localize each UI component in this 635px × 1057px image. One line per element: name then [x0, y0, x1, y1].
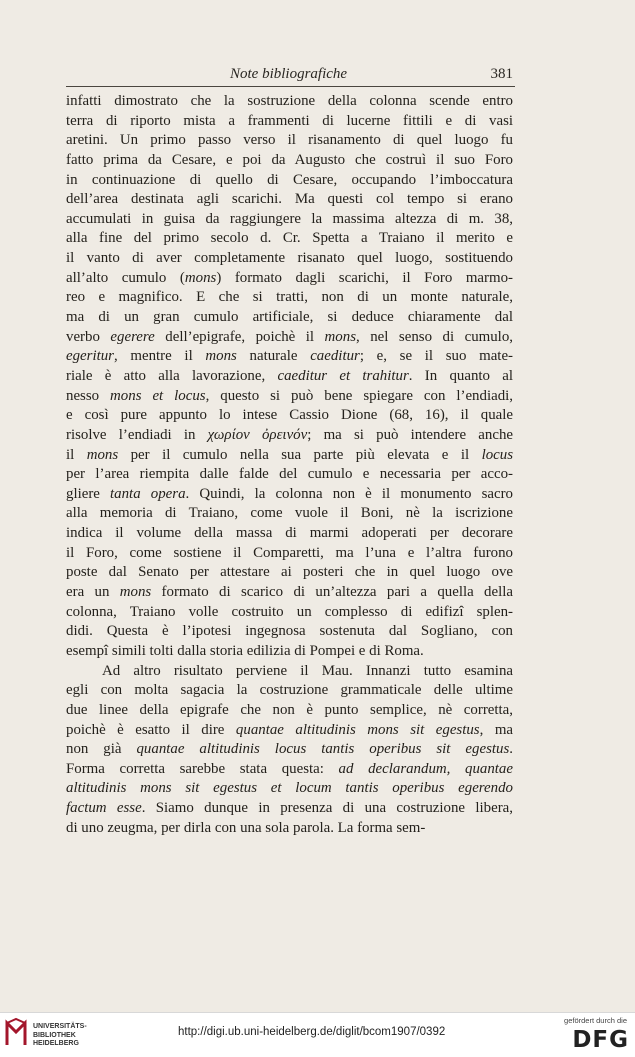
- library-name: [33, 1023, 87, 1049]
- dfg-logo: DFG: [572, 1027, 629, 1053]
- text-line: non già quantae altitudinis locus tantis operibus sit egestus.: [66, 741, 513, 758]
- text-line: in continuazione di quello di Cesare, occupando l’imboccatura: [66, 171, 513, 188]
- text-line: era un mons formato di scarico di un’altezza pari a quella della: [66, 584, 513, 601]
- text-line: egeritur, mentre il mons naturale caeditur; e, se il suo mate-: [66, 348, 513, 365]
- text-line: all’alto cumulo (mons) formato dagli scarichi, il Foro marmo-: [66, 269, 513, 286]
- text-line: terra di riporto mista a frammenti di lucerne fittili e di vasi: [66, 112, 513, 129]
- paragraph: [66, 92, 513, 662]
- text-line: nesso mons et locus, questo si può bene spiegare con l’endiadi,: [66, 387, 513, 404]
- text-line: due linee della epigrafe che non è punto semplice, nè corretta,: [66, 701, 513, 718]
- text-line: per l’area riempita dalle falde del cumulo e necessaria per acco-: [66, 466, 513, 483]
- text-line: verbo egerere dell’epigrafe, poichè il mons, nel senso di cumulo,: [66, 328, 513, 345]
- page-header: [66, 64, 515, 87]
- text-line: egli con molta sagacia la costruzione grammaticale delle ultime: [66, 682, 513, 699]
- paragraph: [66, 662, 513, 839]
- university-library-logo: [4, 1017, 28, 1047]
- text-line: il Foro, come sostiene il Comparetti, ma l’una e l’altra furono: [66, 544, 513, 561]
- body-text: [66, 92, 513, 838]
- text-line: indica il volume della massa di marmi adoperati per decorare: [66, 525, 513, 542]
- text-line: aretini. Un primo passo verso il risanamento di quel luogo fu: [66, 132, 513, 149]
- text-line: gliere tanta opera. Quindi, la colonna non è il monumento sacro: [66, 485, 513, 502]
- text-line: riale è atto alla lavorazione, caeditur et trahitur. In quanto al: [66, 367, 513, 384]
- source-url-link[interactable]: http://digi.ub.uni-heidelberg.de/diglit/bcom1907/0392: [178, 1026, 446, 1038]
- text-line: il mons per il cumulo nella sua parte più elevata e il locus: [66, 446, 513, 463]
- digitization-footer: [0, 1012, 635, 1057]
- page-number: 381: [490, 66, 513, 82]
- text-line: alla memoria di Traiano, come vuole il Boni, nè la iscrizione: [66, 505, 513, 522]
- text-line: infatti dimostrato che la sostruzione della colonna scende entro: [66, 93, 513, 109]
- text-line: dell’area destinata agli scarichi. Ma questi col tempo si erano: [66, 191, 513, 208]
- text-line: accumulati in guisa da raggiungere la massima altezza di m. 38,: [66, 210, 513, 227]
- text-line: esempî simili tolti dalla storia edilizia di Pompei e di Roma.: [66, 642, 424, 659]
- text-line: fatto prima da Cesare, e poi da Augusto che costruì il suo Foro: [66, 151, 513, 168]
- library-name-line: BIBLIOTHEK: [33, 1031, 76, 1039]
- text-line: reo e magnifico. E che si tratti, non di un monte naturale,: [66, 289, 513, 306]
- text-line: poste dal Senato per attestare ai posteri che in quel luogo ove: [66, 564, 513, 581]
- text-line: risolve l’endiadi in χωρίον ὀρεινόν; ma si può intendere anche: [66, 426, 513, 443]
- text-line: altitudinis mons sit egestus et locum tantis operibus egerendo: [66, 780, 513, 797]
- library-name-line: HEIDELBERG: [33, 1040, 79, 1047]
- text-line: ma di un gran cumulo artificiale, si deduce chiaramente dal: [66, 309, 513, 326]
- library-logo-mark: [7, 1023, 25, 1045]
- text-line: colonna, Traiano volle costruito un complesso di edifizî splen-: [66, 603, 513, 620]
- funding-note: gefördert durch die: [564, 1016, 627, 1025]
- text-line: il vanto di aver completamente risanato quel luogo, sostituendo: [66, 250, 513, 267]
- text-line: di uno zeugma, per dirla con una sola parola. La forma sem-: [66, 819, 426, 836]
- running-title: Note bibliografiche: [230, 66, 348, 82]
- text-line: didi. Questa è l’ipotesi ingegnosa sostenuta dal Sogliano, con: [66, 623, 513, 640]
- text-line: alla fine del primo secolo d. Cr. Spetta a Traiano il merito e: [66, 230, 513, 247]
- library-name-line: UNIVERSITÄTS-: [33, 1023, 87, 1030]
- text-line: poichè è esatto il dire quantae altitudinis mons sit egestus, ma: [66, 721, 513, 738]
- text-line: factum esse. Siamo dunque in presenza di una costruzione libera,: [66, 800, 513, 817]
- text-line: e così pure appunto lo intese Cassio Dione (68, 16), il quale: [66, 407, 513, 424]
- text-line: Ad altro risultato perviene il Mau. Innanzi tutto esamina: [102, 662, 513, 679]
- text-line: Forma corretta sarebbe stata questa: ad declarandum, quantae: [66, 760, 513, 777]
